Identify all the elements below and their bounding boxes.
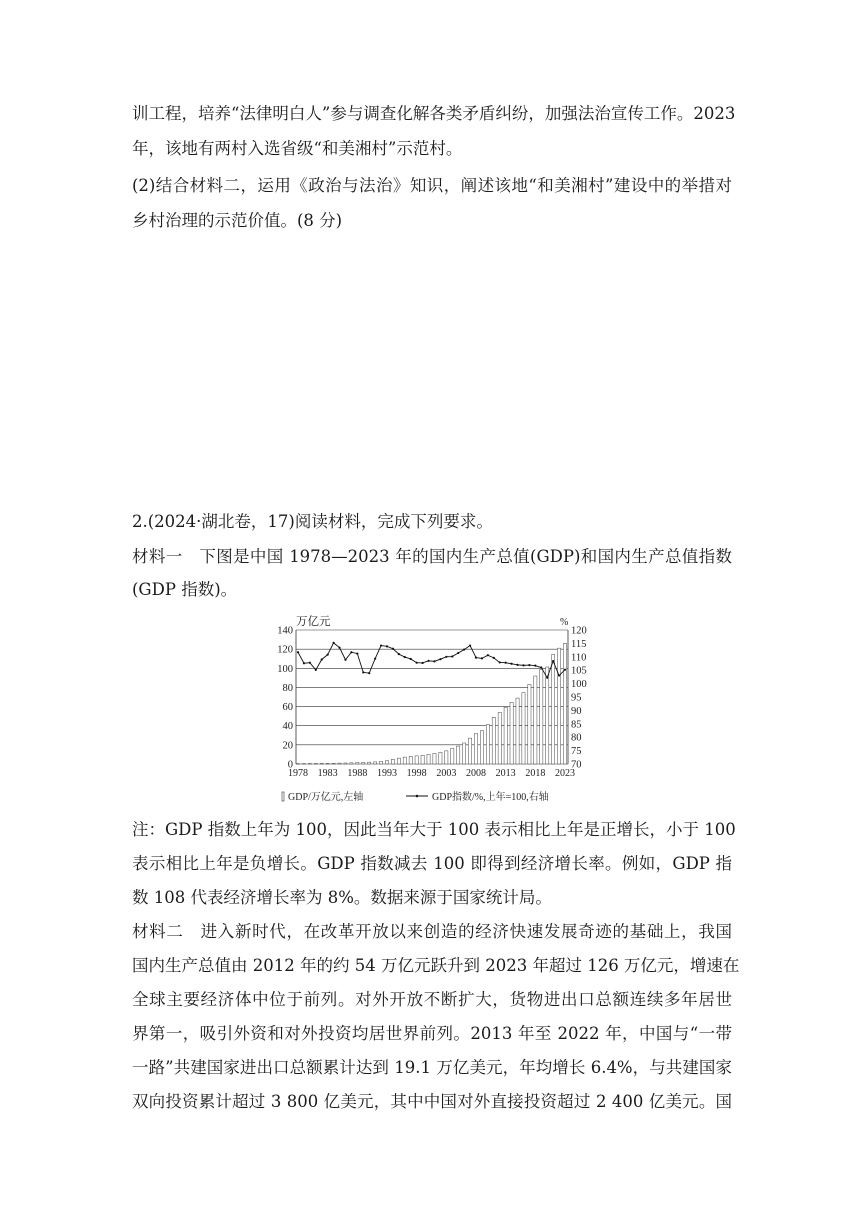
left-tick-label: 140 bbox=[277, 625, 293, 637]
gdp-bar bbox=[557, 648, 560, 764]
right-tick-label: 110 bbox=[571, 652, 587, 664]
right-axis-label: % bbox=[560, 617, 569, 628]
paragraph-line: 训工程，培养“法律明白人”参与调查化解各类矛盾纠纷，加强法治宣传工作。2023 bbox=[132, 104, 736, 123]
paragraph-line: 年，该地有两村入选省级“和美湘村”示范村。 bbox=[132, 139, 463, 158]
gdp-bar bbox=[534, 676, 537, 764]
right-tick-label: 75 bbox=[571, 746, 582, 758]
gdp-index-point bbox=[463, 648, 465, 650]
material-line: 双向投资累计超过 3 800 亿美元，其中中国对外直接投资超过 2 400 亿美元。国 bbox=[132, 1092, 732, 1111]
gdp-bar bbox=[522, 693, 525, 764]
x-tick-label: 2018 bbox=[525, 768, 546, 779]
gdp-index-point bbox=[558, 674, 560, 676]
x-tick-label: 1998 bbox=[406, 768, 427, 779]
gdp-index-point bbox=[493, 657, 495, 659]
gdp-bar bbox=[421, 755, 424, 764]
gdp-index-point bbox=[439, 658, 441, 660]
gdp-index-point bbox=[386, 645, 388, 647]
left-tick-label: 80 bbox=[282, 682, 293, 694]
left-tick-label: 100 bbox=[277, 663, 293, 675]
gdp-bar bbox=[439, 752, 442, 764]
gdp-bar bbox=[516, 698, 519, 764]
material-line: 材料一 下图是中国 1978—2023 年的国内生产总值(GDP)和国内生产总值指数 bbox=[132, 547, 732, 566]
right-tick-label: 80 bbox=[571, 732, 582, 744]
gdp-bar bbox=[356, 763, 359, 764]
gdp-bar bbox=[468, 738, 471, 764]
gdp-bar bbox=[504, 707, 507, 764]
note-line: 注：GDP 指数上年为 100，因此当年大于 100 表示相比上年是正增长，小于 100 bbox=[132, 820, 736, 839]
left-tick-label: 40 bbox=[282, 721, 293, 733]
gdp-index-point bbox=[422, 662, 424, 664]
gdp-index-point bbox=[392, 648, 394, 650]
gdp-bar bbox=[362, 762, 365, 764]
question-line: (2)结合材料二，运用《政治与法治》知识，阐述该地“和美湘村”建设中的举措对 bbox=[132, 176, 732, 195]
x-tick-label: 1993 bbox=[377, 768, 397, 779]
gdp-index-point bbox=[309, 662, 311, 664]
right-tick-label: 100 bbox=[571, 679, 587, 691]
legend bbox=[282, 790, 549, 803]
gdp-chart bbox=[262, 612, 602, 808]
question-line: 乡村治理的示范价值。(8 分) bbox=[132, 211, 343, 230]
x-tick-label: 1988 bbox=[347, 768, 368, 779]
gdp-bar bbox=[344, 763, 347, 764]
gdp-index-point bbox=[350, 651, 352, 653]
gdp-index-point bbox=[333, 642, 335, 644]
gdp-index-line bbox=[298, 643, 565, 678]
gdp-bar bbox=[368, 762, 371, 764]
right-tick-label: 95 bbox=[571, 692, 582, 704]
gdp-index-point bbox=[552, 660, 554, 662]
gdp-bar bbox=[374, 762, 377, 764]
gdp-bar bbox=[546, 667, 549, 764]
gdp-bar bbox=[510, 702, 513, 764]
gdp-bar bbox=[463, 743, 466, 764]
gdp-bar bbox=[379, 761, 382, 764]
gdp-bar bbox=[457, 746, 460, 764]
gdp-index-point bbox=[475, 657, 477, 659]
x-tick-label: 2003 bbox=[436, 768, 457, 779]
right-tick-label: 90 bbox=[571, 705, 582, 717]
gdp-index-point bbox=[303, 662, 305, 664]
gdp-index-point bbox=[315, 669, 317, 671]
gdp-bar bbox=[409, 756, 412, 764]
gdp-bar bbox=[385, 761, 388, 764]
gdp-index-point bbox=[457, 652, 459, 654]
gdp-index-point bbox=[522, 664, 524, 666]
material-line: 材料二 进入新时代，在改革开放以来创造的经济快速发展奇迹的基础上，我国 bbox=[132, 922, 732, 941]
gdp-bar bbox=[540, 670, 543, 764]
gdp-index-point bbox=[516, 664, 518, 666]
gdp-bar bbox=[397, 758, 400, 764]
gdp-index-point bbox=[327, 654, 329, 656]
left-tick-label: 20 bbox=[282, 740, 293, 752]
legend-line-marker bbox=[416, 795, 419, 798]
gdp-bar bbox=[308, 764, 311, 765]
gdp-bar bbox=[451, 749, 454, 764]
right-tick-label: 85 bbox=[571, 719, 582, 731]
gdp-bar bbox=[296, 764, 299, 765]
material-line: 国内生产总值由 2012 年的约 54 万亿元跃升到 2023 年超过 126 万亿元，增速在 bbox=[132, 956, 740, 975]
gdp-index-point bbox=[338, 647, 340, 649]
gdp-index-point bbox=[469, 644, 471, 646]
gdp-index-point bbox=[564, 669, 566, 671]
gdp-index-point bbox=[445, 656, 447, 658]
gdp-index-point bbox=[534, 665, 536, 667]
gdp-index-point bbox=[540, 666, 542, 668]
left-tick-label: 0 bbox=[287, 759, 293, 771]
left-axis-label: 万亿元 bbox=[296, 616, 331, 628]
gdp-bar bbox=[403, 757, 406, 764]
gdp-index-point bbox=[433, 660, 435, 662]
right-tick-label: 70 bbox=[571, 759, 582, 771]
x-tick-label: 2023 bbox=[555, 768, 575, 779]
gdp-bar bbox=[332, 763, 335, 764]
material-line: 一路”共建国家进出口总额累计达到 19.1 万亿美元，年均增长 6.4%，与共建国家 bbox=[132, 1058, 732, 1077]
problem-header: 2.(2024·湖北卷，17)阅读材料，完成下列要求。 bbox=[132, 512, 493, 531]
right-tick-label: 105 bbox=[571, 665, 587, 677]
gdp-index-point bbox=[451, 655, 453, 657]
gdp-index-point bbox=[374, 658, 376, 660]
gdp-bar bbox=[480, 731, 483, 764]
gdp-index-point bbox=[404, 656, 406, 658]
x-tick-label: 1983 bbox=[317, 768, 338, 779]
material-line: 全球主要经济体中位于前列。对外开放不断扩大，货物进出口总额连续多年居世 bbox=[132, 990, 732, 1009]
gdp-bar bbox=[391, 759, 394, 764]
gdp-index-point bbox=[546, 677, 548, 679]
gdp-index-point bbox=[380, 644, 382, 646]
gdp-bar bbox=[326, 763, 329, 764]
gdp-bar bbox=[314, 764, 317, 765]
right-tick-label: 120 bbox=[571, 625, 587, 637]
gdp-bar bbox=[338, 763, 341, 764]
gdp-bar bbox=[445, 751, 448, 764]
gdp-bar bbox=[302, 764, 305, 765]
note-line: 数 108 代表经济增长率为 8%。数据来源于国家统计局。 bbox=[132, 888, 552, 907]
left-tick-label: 60 bbox=[282, 702, 293, 714]
x-tick-label: 2008 bbox=[466, 768, 486, 779]
gdp-index-point bbox=[481, 657, 483, 659]
gdp-index-point bbox=[505, 662, 507, 664]
left-tick-label: 120 bbox=[277, 644, 293, 656]
legend-line-label: GDP指数/%,上年=100,右轴 bbox=[432, 792, 549, 803]
gdp-bar bbox=[433, 753, 436, 764]
gdp-bar bbox=[350, 763, 353, 764]
gdp-index-point bbox=[416, 662, 418, 664]
gdp-index-point bbox=[499, 661, 501, 663]
gdp-bar bbox=[320, 763, 323, 764]
gdp-index-point bbox=[321, 658, 323, 660]
gdp-index-point bbox=[398, 653, 400, 655]
x-tick-label: 1978 bbox=[288, 768, 308, 779]
gdp-index-point bbox=[362, 671, 364, 673]
material-line: 界第一，吸引外资和对外投资均居世界前列。2013 年至 2022 年，中国与“一带 bbox=[132, 1024, 732, 1043]
note-line: 表示相比上年是负增长。GDP 指数减去 100 即得到经济增长率。例如，GDP 指 bbox=[132, 854, 732, 873]
gdp-bar bbox=[486, 725, 489, 764]
gdp-index-point bbox=[356, 652, 358, 654]
gdp-bar bbox=[492, 717, 495, 764]
material-line: (GDP 指数)。 bbox=[132, 580, 238, 599]
gdp-index-point bbox=[511, 663, 513, 665]
gdp-index-point bbox=[487, 654, 489, 656]
gdp-index-point bbox=[297, 651, 299, 653]
gdp-bar bbox=[474, 733, 477, 764]
gdp-bar bbox=[528, 684, 531, 764]
gdp-bar bbox=[498, 712, 501, 764]
gdp-index-point bbox=[344, 659, 346, 661]
x-tick-label: 2013 bbox=[495, 768, 516, 779]
gdp-index-point bbox=[410, 658, 412, 660]
gdp-bar bbox=[415, 756, 418, 764]
gdp-index-point bbox=[528, 664, 530, 666]
right-tick-label: 115 bbox=[571, 638, 587, 650]
legend-bar-swatch bbox=[282, 792, 284, 801]
gdp-bar bbox=[563, 643, 566, 764]
gdp-bar bbox=[427, 754, 430, 764]
gdp-index-point bbox=[427, 660, 429, 662]
gdp-bar bbox=[552, 655, 555, 764]
legend-bar-label: GDP/万亿元,左轴 bbox=[288, 792, 364, 803]
gdp-index-point bbox=[368, 672, 370, 674]
